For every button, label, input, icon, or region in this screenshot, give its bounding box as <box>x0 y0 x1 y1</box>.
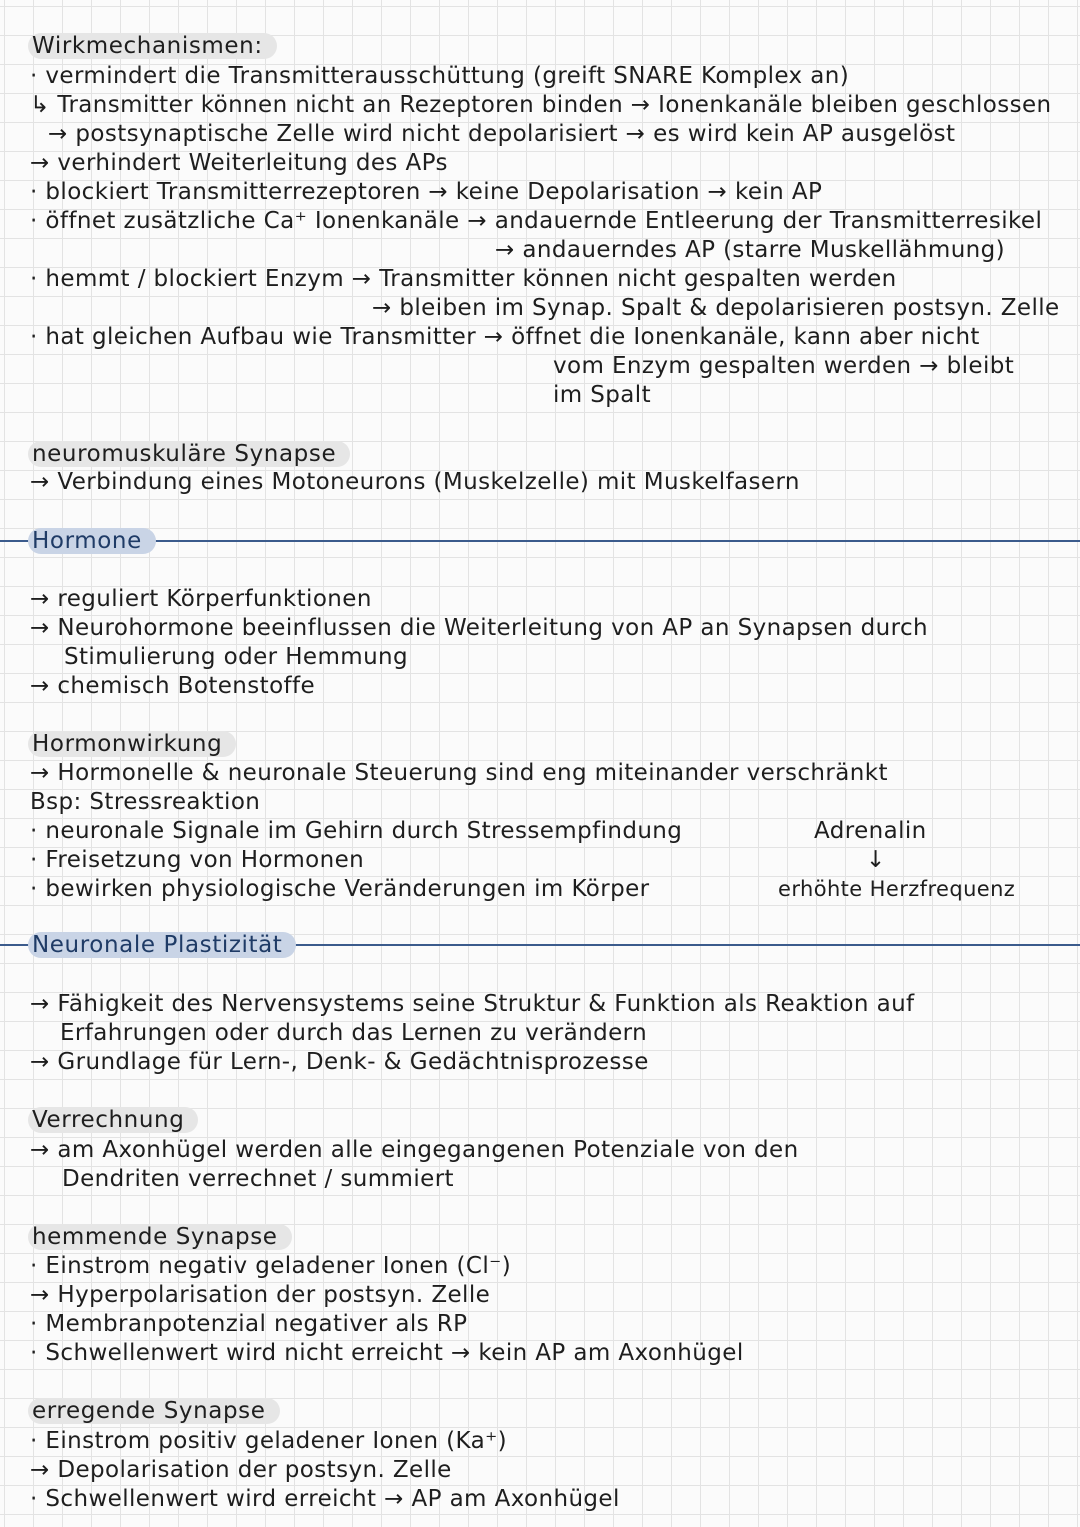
text-line: Bsp: Stressreaktion <box>30 789 261 815</box>
section-divider <box>0 540 1080 542</box>
text-line: · Schwellenwert wird nicht erreicht → kein AP am Axonhügel <box>30 1340 744 1366</box>
text-line: · vermindert die Transmitterausschüttung (greift SNARE Komplex an) <box>30 63 850 89</box>
text-line: → Depolarisation der postsyn. Zelle <box>30 1457 452 1483</box>
arrow-down-icon: ↓ <box>866 847 886 873</box>
side-note-adrenalin: Adrenalin <box>814 818 927 844</box>
text-line: · Freisetzung von Hormonen <box>30 847 365 873</box>
heading-hormonwirkung: Hormonwirkung <box>28 731 236 757</box>
text-line: · bewirken physiologische Veränderungen im Körper <box>30 876 650 902</box>
text-line: → Verbindung eines Motoneurons (Muskelzelle) mit Muskelfasern <box>30 469 800 495</box>
heading-neuromuskulaere-synapse: neuromuskuläre Synapse <box>28 441 350 467</box>
text-line: → Grundlage für Lern-, Denk- & Gedächtnisprozesse <box>30 1049 649 1075</box>
text-line: Erfahrungen oder durch das Lernen zu verändern <box>60 1020 648 1046</box>
heading-hemmende-synapse: hemmende Synapse <box>28 1224 292 1250</box>
text-line: · Einstrom negativ geladener Ionen (Cl⁻) <box>30 1253 512 1279</box>
text-line: · blockiert Transmitterrezeptoren → keine Depolarisation → kein AP <box>30 179 823 205</box>
text-line: → chemisch Botenstoffe <box>30 673 316 699</box>
heading-verrechnung: Verrechnung <box>28 1107 198 1133</box>
text-line: · hat gleichen Aufbau wie Transmitter → öffnet die Ionenkanäle, kann aber nicht <box>30 324 980 350</box>
text-line: → Hyperpolarisation der postsyn. Zelle <box>30 1282 491 1308</box>
text-line: · hemmt / blockiert Enzym → Transmitter können nicht gespalten werden <box>30 266 897 292</box>
text-line: Dendriten verrechnet / summiert <box>62 1166 454 1192</box>
text-line: im Spalt <box>553 382 652 408</box>
text-line: · neuronale Signale im Gehirn durch Stressempfindung <box>30 818 683 844</box>
text-line: → postsynaptische Zelle wird nicht depolarisiert → es wird kein AP ausgelöst <box>48 121 956 147</box>
side-note-herzfrequenz: erhöhte Herzfrequenz <box>778 877 1016 901</box>
heading-hormone: Hormone <box>28 528 156 554</box>
text-line: · Einstrom positiv geladener Ionen (Ka⁺) <box>30 1428 508 1454</box>
heading-neuronale-plastizitaet: Neuronale Plastizität <box>28 932 296 958</box>
text-line: Stimulierung oder Hemmung <box>64 644 409 670</box>
text-line: → verhindert Weiterleitung des APs <box>30 150 448 176</box>
text-line: → bleiben im Synap. Spalt & depolarisieren postsyn. Zelle <box>372 295 1060 321</box>
text-line: · öffnet zusätzliche Ca⁺ Ionenkanäle → andauernde Entleerung der Transmitterresikel <box>30 208 1043 234</box>
heading-wirkmechanismen: Wirkmechanismen: <box>28 33 277 59</box>
text-line: → andauerndes AP (starre Muskellähmung) <box>495 237 1006 263</box>
text-line: ↳ Transmitter können nicht an Rezeptoren binden → Ionenkanäle bleiben geschlossen <box>30 92 1052 118</box>
text-line: → Neurohormone beeinflussen die Weiterleitung von AP an Synapsen durch <box>30 615 929 641</box>
text-line: · Membranpotenzial negativer als RP <box>30 1311 468 1337</box>
text-line: → Fähigkeit des Nervensystems seine Struktur & Funktion als Reaktion auf <box>30 991 915 1017</box>
text-line: → Hormonelle & neuronale Steuerung sind eng miteinander verschränkt <box>30 760 888 786</box>
heading-erregende-synapse: erregende Synapse <box>28 1398 280 1424</box>
text-line: · Schwellenwert wird erreicht → AP am Axonhügel <box>30 1486 620 1512</box>
text-line: vom Enzym gespalten werden → bleibt <box>553 353 1015 379</box>
text-line: → am Axonhügel werden alle eingegangenen Potenziale von den <box>30 1137 799 1163</box>
text-line: → reguliert Körperfunktionen <box>30 586 372 612</box>
